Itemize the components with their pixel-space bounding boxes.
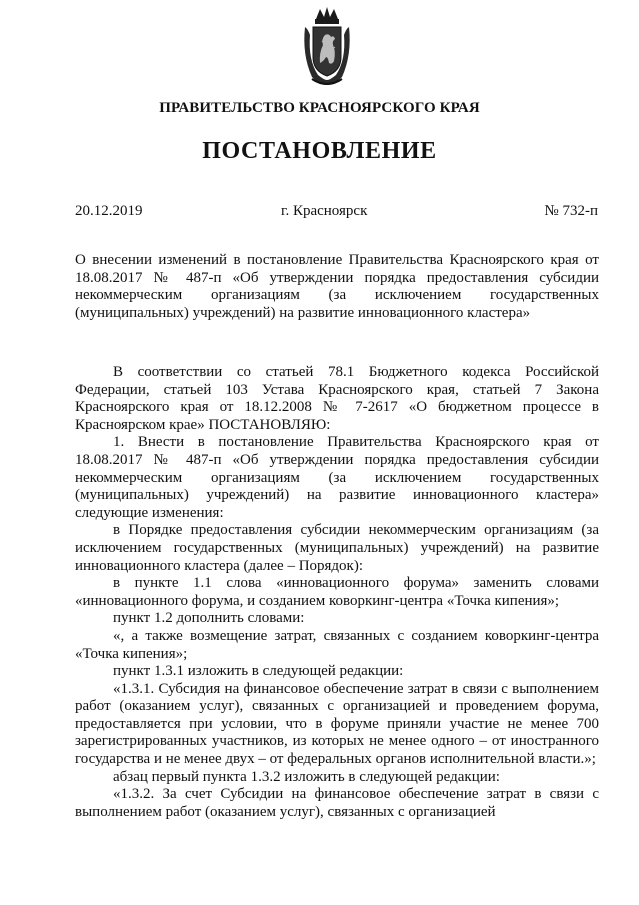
paragraph: пункт 1.3.1 изложить в следующей редакции: (113, 663, 404, 680)
paragraph: В соответствии со статьей 78.1 Бюджетного кодекса Российской Федерации, статьей 103 Устава Красноярского края, статьей 7 Закона Красноярского края от 18.12.2008 № 7-2617 «О бюджетном процессе в Красноярском крае» ПОСТАНОВЛЯЮ: (75, 364, 599, 433)
paragraph: абзац первый пункта 1.3.2 изложить в следующей редакции: (113, 768, 500, 785)
document-number: № 732-п (544, 203, 598, 219)
document-body (75, 364, 599, 821)
document-date: 20.12.2019 (75, 203, 143, 219)
document-city: г. Красноярск (281, 203, 368, 219)
paragraph: 1. Внести в постановление Правительства Красноярского края от 18.08.2017 № 487-п «Об утверждении порядка предоставления субсидии некоммерческим организациям (за исключением государственных (муниципальных) учреждений) на развитие инновационного кластера» следующие изменения: (75, 434, 599, 521)
organization-title: ПРАВИТЕЛЬСТВО КРАСНОЯРСКОГО КРАЯ (159, 100, 480, 116)
paragraph: в пункте 1.1 слова «инновационного форума» заменить словами «инновационного форума, и созданием коворкинг-центра «Точка кипения»; (75, 575, 599, 609)
paragraph: «1.3.1. Субсидия на финансовое обеспечение затрат в связи с выполнением работ (оказанием услуг), связанных с организацией и проведением форума, предоставляется при условии, что в форуме приняли участие не менее 700 зарегистрированных участников, из которых не менее одного – от иностранного государства и не менее двух – от федеральных органов исполнительной власти.»; (75, 680, 599, 768)
coat-of-arms-icon (302, 5, 352, 87)
paragraph: «, а также возмещение затрат, связанных с созданием коворкинг-центра «Точка кипения»; (75, 627, 599, 662)
paragraph: «1.3.2. За счет Субсидии на финансовое обеспечение затрат в связи с выполнением работ (оказанием услуг), связанных с организацией (75, 786, 599, 820)
paragraph: пункт 1.2 дополнить словами: (113, 610, 305, 627)
paragraph: в Порядке предоставления субсидии некоммерческим организациям (за исключением государственных (муниципальных) учреждений) на развитие инновационного кластера (далее – Порядок): (75, 522, 599, 574)
document-subject: О внесении изменений в постановление Правительства Красноярского края от 18.08.2017 № 487-п «Об утверждении порядка предоставления субсидии некоммерческим организациям (за исключением государственных (муниципальных) учреждений) на развитие инновационного кластера» (75, 252, 599, 321)
document-type-heading: ПОСТАНОВЛЕНИЕ (202, 138, 437, 164)
